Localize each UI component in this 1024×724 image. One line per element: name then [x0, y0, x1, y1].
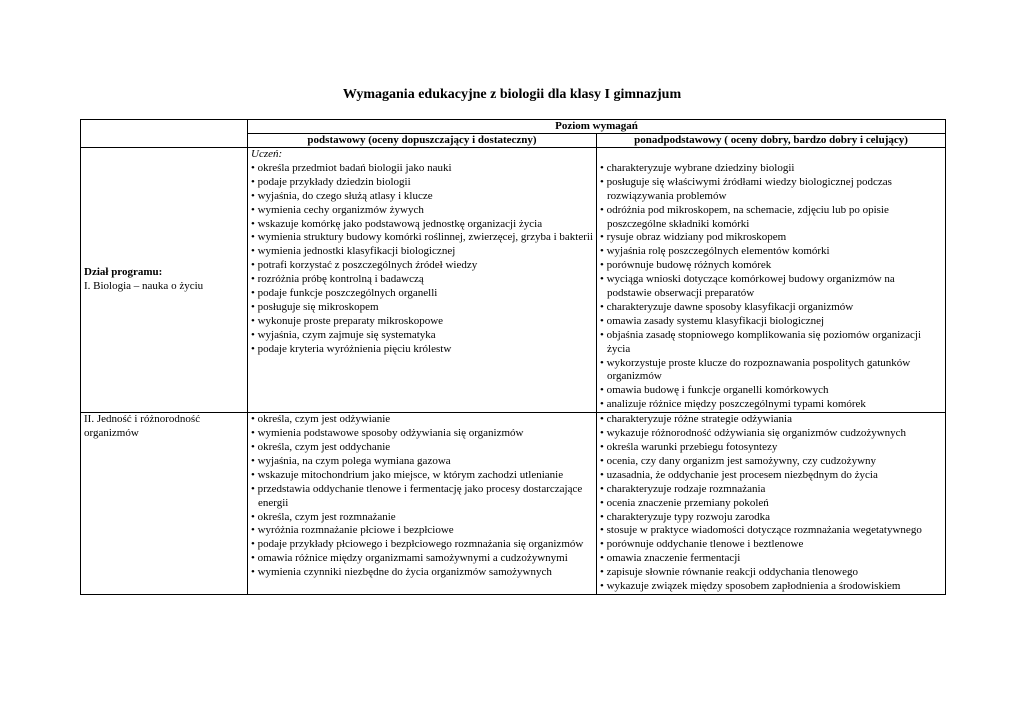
list-item: • wymienia jednostki klasyfikacji biologicznej: [251, 245, 593, 259]
list-item: • określa warunki przebiegu fotosyntezy: [600, 441, 942, 455]
list-item: • odróżnia pod mikroskopem, na schemacie, zdjęciu lub po opisie poszczególne składniki komórki: [600, 204, 942, 232]
list-item: • porównuje oddychanie tlenowe i beztlenowe: [600, 538, 942, 552]
section-2-name: II. Jedność i różnorodność organizmów: [84, 413, 201, 440]
list-item: • porównuje budowę różnych komórek: [600, 259, 942, 273]
list-item: • wyjaśnia, na czym polega wymiana gazowa: [251, 455, 593, 469]
list-item: • posługuje się właściwymi źródłami wiedzy biologicznej podczas rozwiązywania problemów: [600, 176, 942, 204]
section-2-advanced-list: [600, 413, 942, 594]
list-item: • podaje przykłady płciowego i bezpłciowego rozmnażania się organizmów: [251, 538, 593, 552]
list-item: • wymienia cechy organizmów żywych: [251, 204, 593, 218]
list-item: • charakteryzuje różne strategie odżywiania: [600, 413, 942, 427]
list-item: • podaje przykłady dziedzin biologii: [251, 176, 593, 190]
list-item: • ocenia, czy dany organizm jest samożywny, czy cudzożywny: [600, 455, 942, 469]
list-item: • określa przedmiot badań biologii jako nauki: [251, 162, 593, 176]
list-item: • wyjaśnia, do czego służą atlasy i klucze: [251, 190, 593, 204]
list-item: • rozróżnia próbę kontrolną i badawczą: [251, 273, 593, 287]
section-2-basic-list: [251, 413, 593, 580]
list-item: • wymienia podstawowe sposoby odżywiania się organizmów: [251, 427, 593, 441]
section-2-advanced: [597, 413, 946, 595]
list-item: • wykorzystuje proste klucze do rozpoznawania pospolitych gatunków organizmów: [600, 357, 942, 385]
list-item: • podaje kryteria wyróżnienia pięciu królestw: [251, 343, 593, 357]
section-row-2: [81, 413, 946, 595]
corner-cell: [81, 120, 248, 148]
section-1-advanced: [597, 148, 946, 413]
list-item: • wyciąga wnioski dotyczące komórkowej budowy organizmów na podstawie obserwacji preparatów: [600, 273, 942, 301]
list-item: • wskazuje mitochondrium jako miejsce, w którym zachodzi utlenianie: [251, 469, 593, 483]
list-item: • posługuje się mikroskopem: [251, 301, 593, 315]
list-item: • ocenia znaczenie przemiany pokoleń: [600, 497, 942, 511]
list-item: • rysuje obraz widziany pod mikroskopem: [600, 231, 942, 245]
level-header: Poziom wymagań: [248, 120, 946, 134]
section-1-cell: [81, 148, 248, 413]
section-row-1: [81, 148, 946, 413]
list-item: • określa, czym jest rozmnażanie: [251, 511, 593, 525]
list-item: • objaśnia zasadę stopniowego komplikowania się poziomów organizacji życia: [600, 329, 942, 357]
list-item: • stosuje w praktyce wiadomości dotyczące rozmnażania wegetatywnego: [600, 524, 942, 538]
list-item: • potrafi korzystać z poszczególnych źródeł wiedzy: [251, 259, 593, 273]
list-item: • wykonuje proste preparaty mikroskopowe: [251, 315, 593, 329]
list-item: • wyjaśnia, czym zajmuje się systematyka: [251, 329, 593, 343]
list-item: • omawia znaczenie fermentacji: [600, 552, 942, 566]
list-item: • charakteryzuje rodzaje rozmnażania: [600, 483, 942, 497]
list-item: • omawia różnice między organizmami samożywnymi a cudzożywnymi: [251, 552, 593, 566]
list-item: • wyjaśnia rolę poszczególnych elementów komórki: [600, 245, 942, 259]
list-item: • określa, czym jest odżywianie: [251, 413, 593, 427]
advanced-level-header: ponadpodstawowy ( oceny dobry, bardzo dobry i celujący): [597, 134, 946, 148]
list-item: • charakteryzuje typy rozwoju zarodka: [600, 511, 942, 525]
header-row-level: [81, 120, 946, 134]
list-item: • omawia zasady systemu klasyfikacji biologicznej: [600, 315, 942, 329]
section-2-basic: [248, 413, 597, 595]
section-1-advanced-list: [600, 162, 942, 412]
list-item: • analizuje różnice między poszczególnymi typami komórek: [600, 398, 942, 412]
list-item: • charakteryzuje wybrane dziedziny biologii: [600, 162, 942, 176]
requirements-table: [80, 119, 946, 595]
section-2-cell: [81, 413, 248, 595]
section-label: Dział programu:: [84, 266, 163, 279]
list-item: • wymienia struktury budowy komórki roślinnej, zwierzęcej, grzyba i bakterii: [251, 231, 593, 245]
list-item: • zapisuje słownie równanie reakcji oddychania tlenowego: [600, 566, 942, 580]
section-1-basic-list: [251, 162, 593, 357]
list-item: • określa, czym jest oddychanie: [251, 441, 593, 455]
list-item: • charakteryzuje dawne sposoby klasyfikacji organizmów: [600, 301, 942, 315]
list-item: • podaje funkcje poszczególnych organelli: [251, 287, 593, 301]
list-item: • wymienia czynniki niezbędne do życia organizmów samożywnych: [251, 566, 593, 580]
list-item: • wskazuje komórkę jako podstawową jednostkę organizacji życia: [251, 218, 593, 232]
list-item: • omawia budowę i funkcje organelli komórkowych: [600, 384, 942, 398]
section-1-basic: [248, 148, 597, 413]
section-1-name: I. Biologia – nauka o życiu: [84, 280, 204, 293]
list-item: • wykazuje różnorodność odżywiania się organizmów cudzożywnych: [600, 427, 942, 441]
list-item: • przedstawia oddychanie tlenowe i fermentację jako procesy dostarczające energii: [251, 483, 593, 511]
document-title: Wymagania edukacyjne z biologii dla klasy I gimnazjum: [342, 87, 682, 102]
list-item: • wykazuje związek między sposobem zapłodnienia a środowiskiem: [600, 580, 942, 594]
basic-level-header: podstawowy (oceny dopuszczający i dostateczny): [248, 134, 597, 148]
student-intro: Uczeń:: [251, 148, 283, 160]
list-item: • wyróżnia rozmnażanie płciowe i bezpłciowe: [251, 524, 593, 538]
list-item: • uzasadnia, że oddychanie jest procesem niezbędnym do życia: [600, 469, 942, 483]
